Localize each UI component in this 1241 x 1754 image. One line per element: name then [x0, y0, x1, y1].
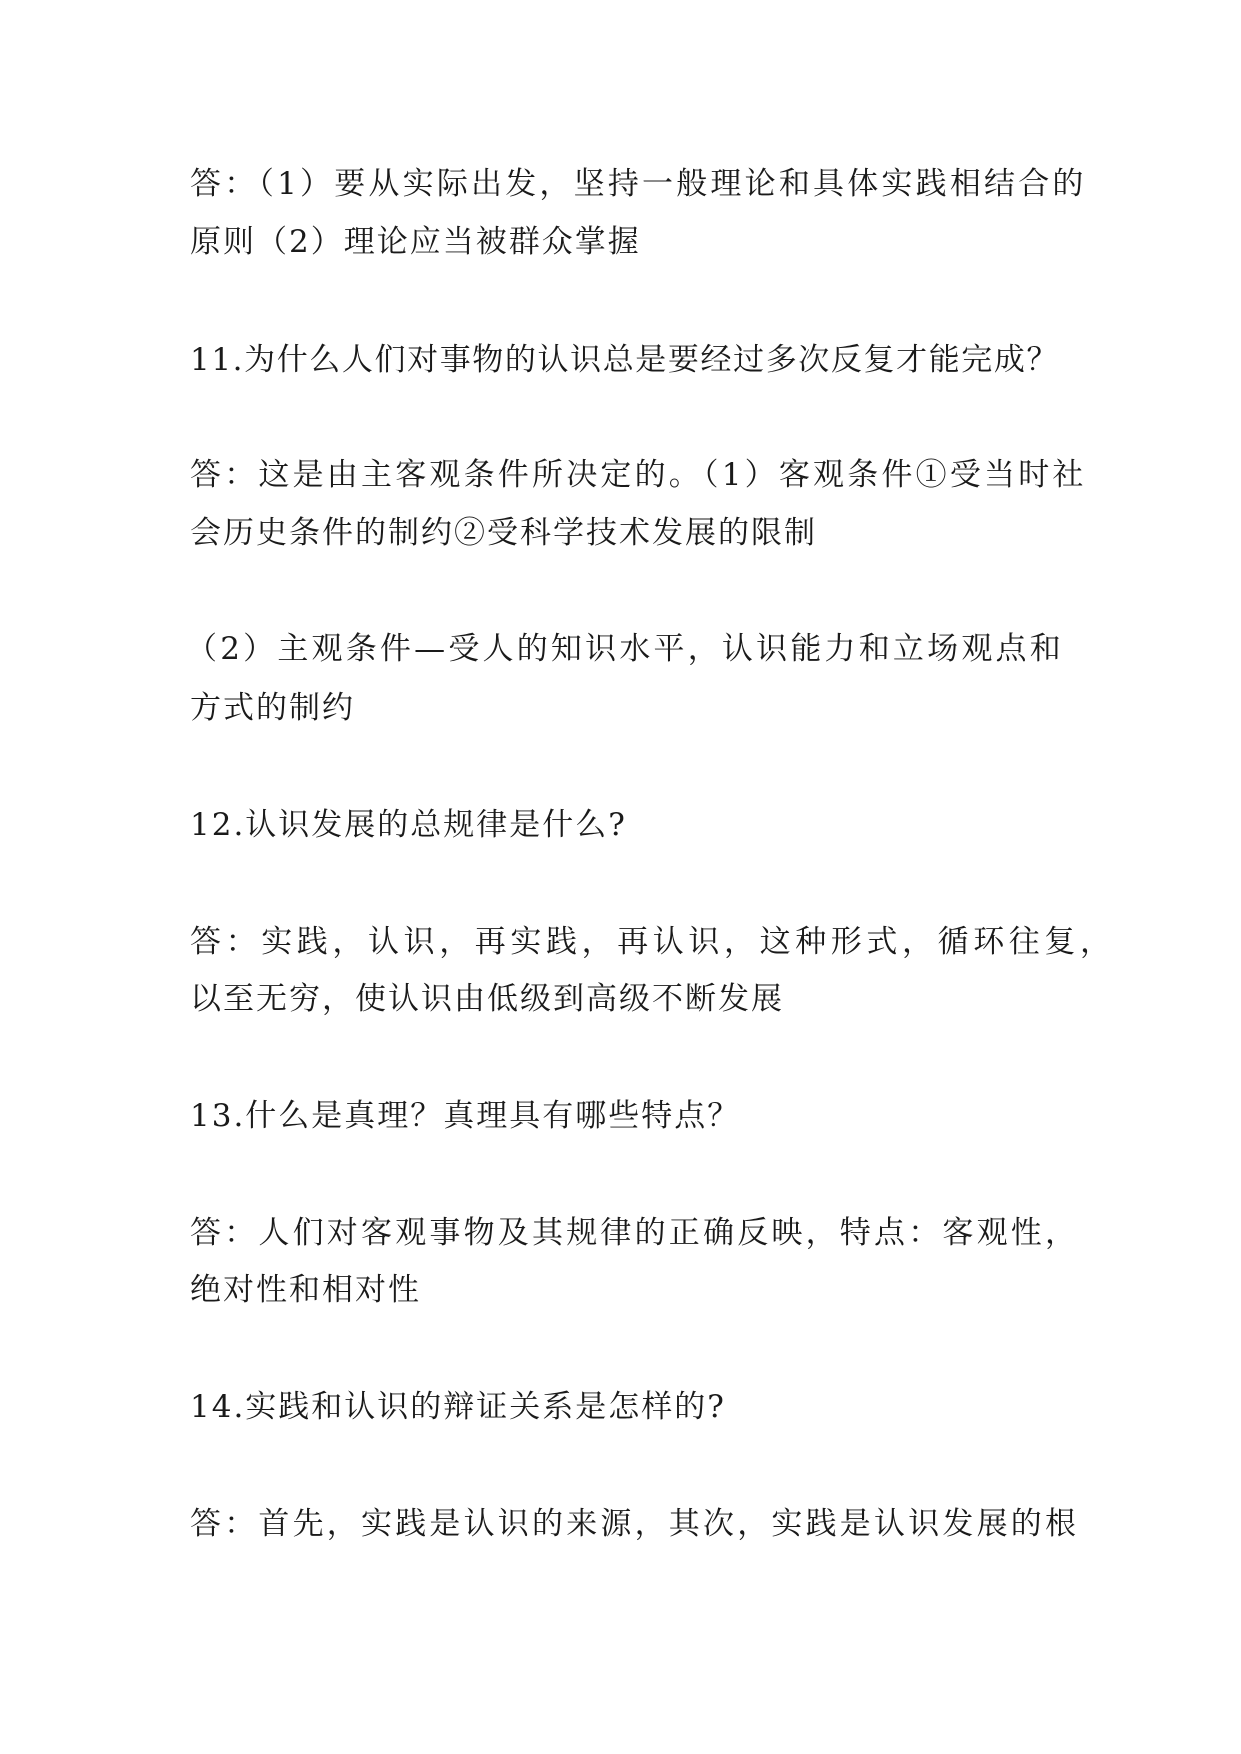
- answer-11-line-1: 答：这是由主客观条件所决定的。（1）客观条件①受当时社: [190, 457, 1087, 493]
- question-11: 11.为什么人们对事物的认识总是要经过多次反复才能完成？: [190, 342, 1060, 378]
- answer-12-line-1: 答：实践，认识，再实践，再认识，这种形式，循环往复，: [190, 924, 1116, 960]
- answer-13-line-2: 绝对性和相对性: [190, 1272, 421, 1308]
- question-13: 13.什么是真理？真理具有哪些特点？: [190, 1098, 741, 1134]
- question-12: 12.认识发展的总规律是什么?: [190, 807, 627, 843]
- question-14: 14.实践和认识的辩证关系是怎样的?: [190, 1389, 726, 1425]
- answer-10-line-2: 原则（2）理论应当被群众掌握: [190, 224, 641, 260]
- answer-13-line-1: 答：人们对客观事物及其规律的正确反映，特点：客观性，: [190, 1215, 1080, 1251]
- answer-11-subitem-line-2: 方式的制约: [190, 690, 355, 726]
- answer-11-line-2: 会历史条件的制约②受科学技术发展的限制: [190, 515, 817, 551]
- answer-11-subitem-line-1: （2）主观条件—受人的知识水平，认识能力和立场观点和: [186, 631, 1064, 667]
- answer-10-line-1: 答：（1）要从实际出发，坚持一般理论和具体实践相结合的: [190, 166, 1087, 202]
- answer-14-line-1: 答：首先，实践是认识的来源，其次，实践是认识发展的根: [190, 1506, 1080, 1542]
- answer-12-line-2: 以至无穷，使认识由低级到高级不断发展: [190, 981, 784, 1017]
